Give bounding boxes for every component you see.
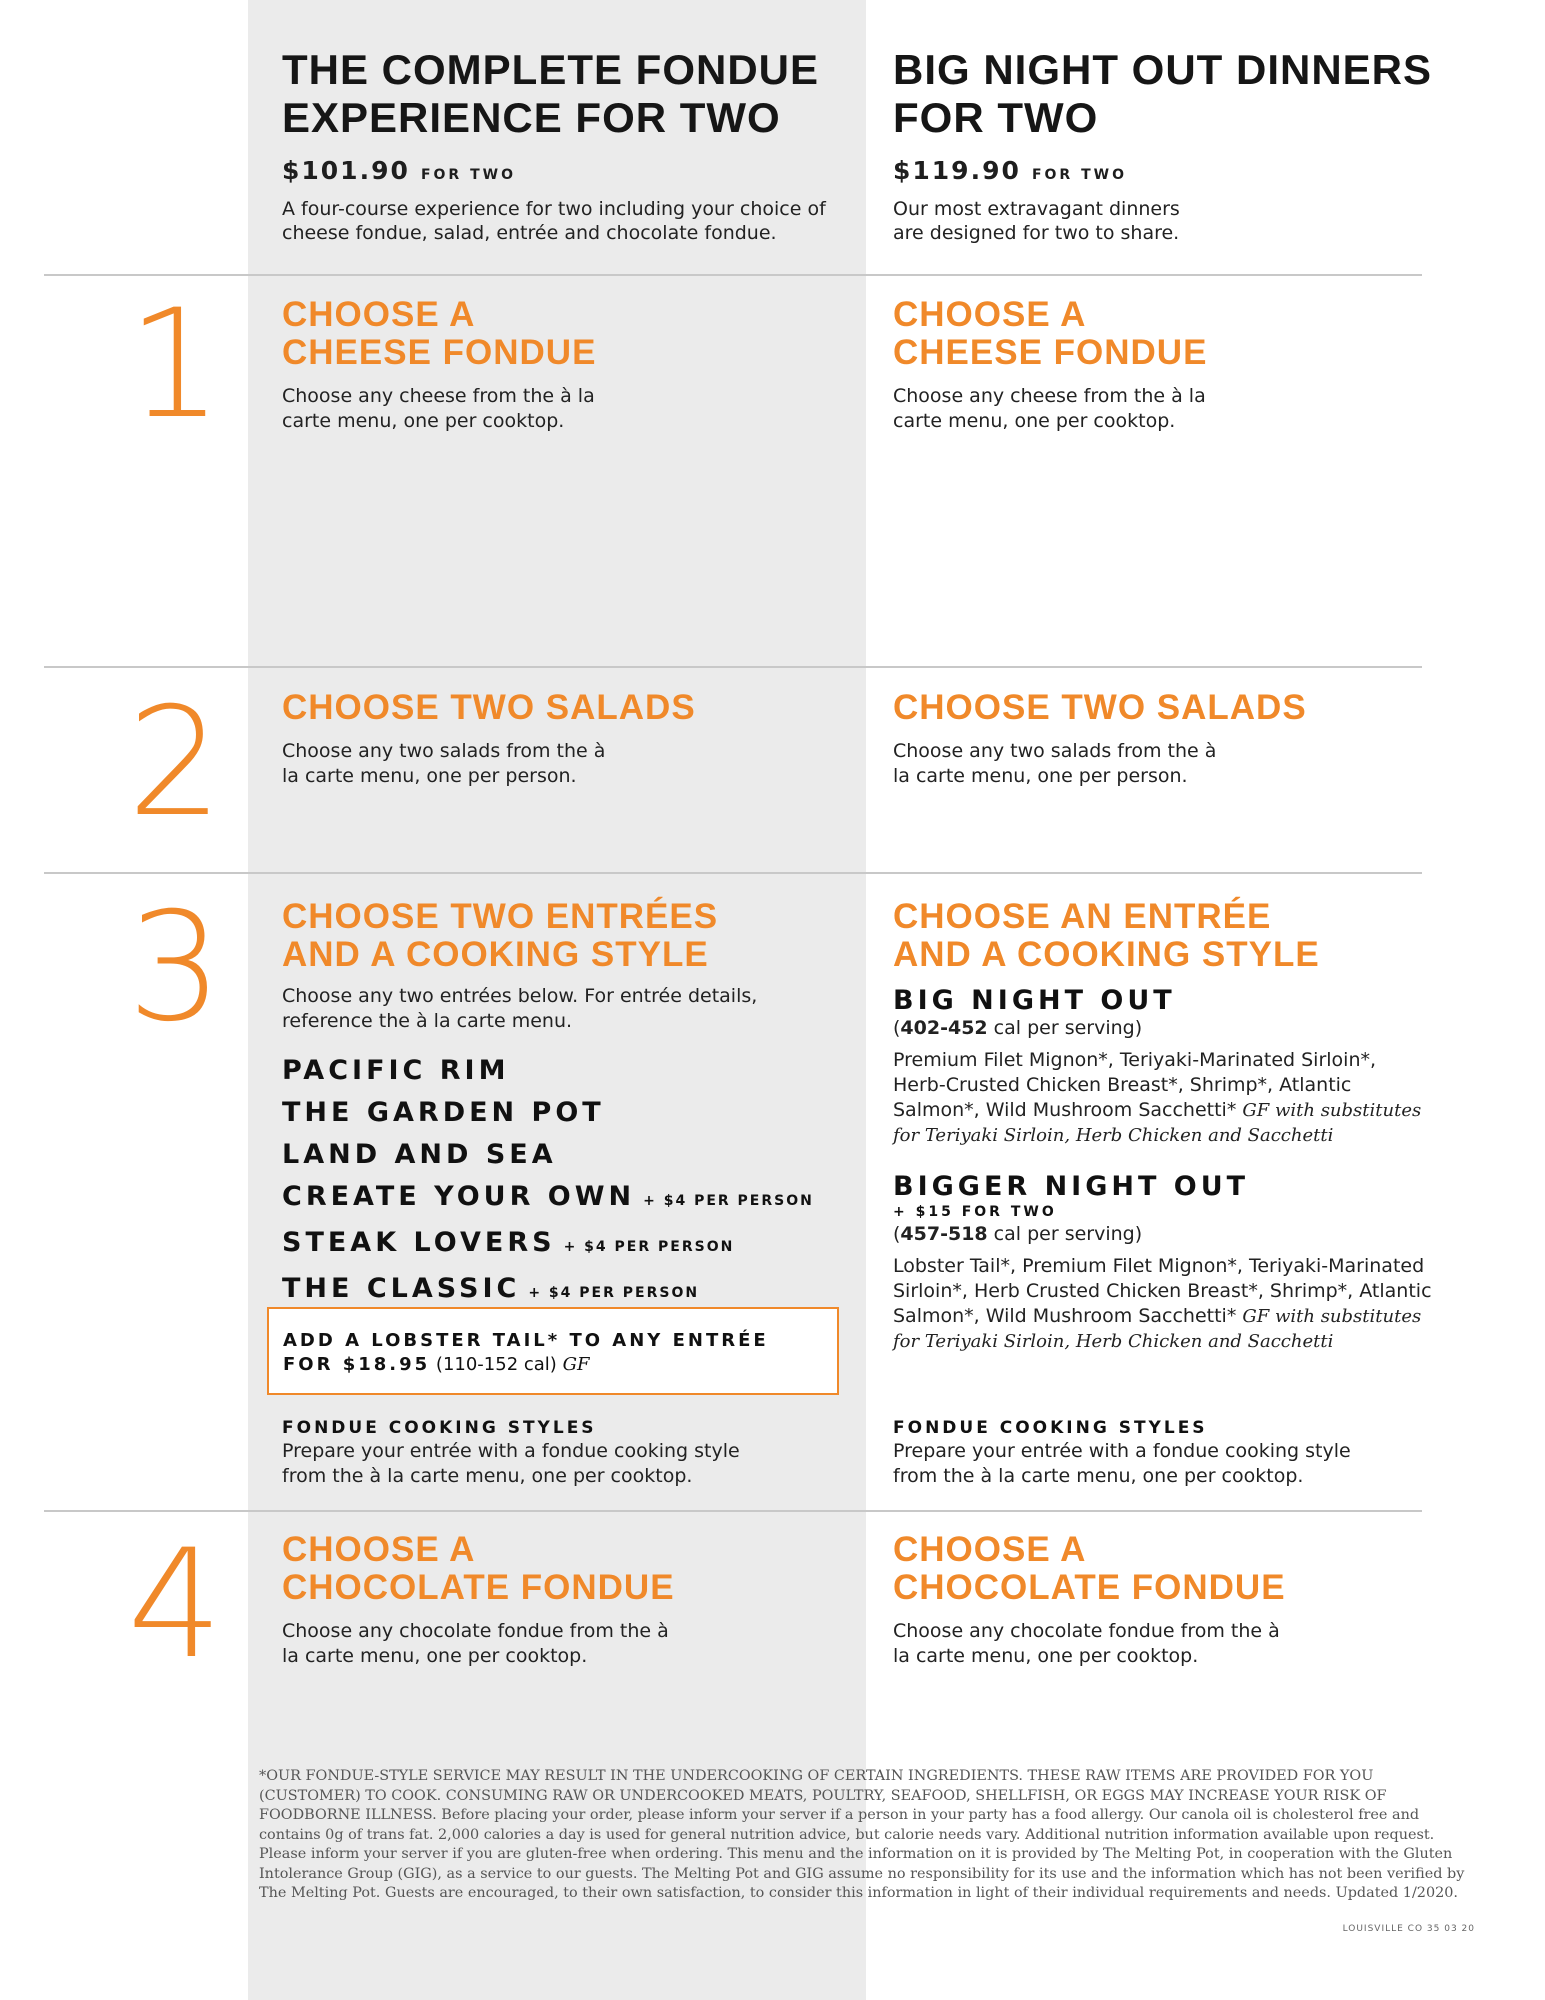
complete-fondue-price: $101.90 xyxy=(282,156,410,185)
step-3-left-desc: Choose any two entrées below. For entrée details, reference the à la carte menu. xyxy=(282,985,758,1032)
big-night-out-gf-note: GF with substitutes for Teriyaki Sirloin, Herb Chicken and Sacchetti xyxy=(893,1100,1422,1146)
entree-name: PACIFIC RIM xyxy=(282,1055,510,1086)
big-night-out-header xyxy=(893,46,1453,245)
step-1-left-heading: CHOOSE A CHEESE FONDUE xyxy=(282,295,597,372)
bigger-night-out-gf-note: GF with substitutes for Teriyaki Sirloin, Herb Chicken and Sacchetti xyxy=(893,1306,1422,1352)
bigger-night-out-title: BIGGER NIGHT OUT xyxy=(893,1171,1250,1202)
big-night-out-option xyxy=(893,986,1433,1148)
step-1-left xyxy=(282,296,882,434)
step-2-right xyxy=(893,689,1493,789)
complete-fondue-header xyxy=(282,46,882,245)
step-4-left-desc: Choose any chocolate fondue from the à la carte menu, one per cooktop. xyxy=(282,1620,669,1667)
big-night-out-cal-text: cal per serving) xyxy=(987,1017,1143,1039)
step-1-left-desc: Choose any cheese from the à la carte menu, one per cooktop. xyxy=(282,385,595,432)
step-number-4: 4 xyxy=(127,1518,223,1692)
entree-name: STEAK LOVERS xyxy=(282,1227,556,1258)
step-1-right-heading: CHOOSE A CHEESE FONDUE xyxy=(893,295,1208,372)
step-2-right-heading: CHOOSE TWO SALADS xyxy=(893,688,1307,727)
step-3-right-heading: CHOOSE AN ENTRÉE AND A COOKING STYLE xyxy=(893,897,1320,974)
big-night-out-option-title: BIG NIGHT OUT xyxy=(893,985,1176,1016)
bigger-night-out-cal-text: cal per serving) xyxy=(987,1223,1143,1245)
bigger-night-out-calories: (457-518 cal per serving) xyxy=(893,1223,1143,1245)
cooking-styles-heading: FONDUE COOKING STYLES xyxy=(282,1418,597,1438)
divider xyxy=(44,666,1422,668)
step-4-right-desc: Choose any chocolate fondue from the à la carte menu, one per cooktop. xyxy=(893,1620,1280,1667)
step-2-left-heading: CHOOSE TWO SALADS xyxy=(282,688,696,727)
step-4-right xyxy=(893,1531,1493,1669)
big-night-out-price-note: FOR TWO xyxy=(1031,167,1127,183)
cooking-styles-heading: FONDUE COOKING STYLES xyxy=(893,1418,1208,1438)
lobster-calories: (110-152 cal) xyxy=(435,1354,557,1375)
step-2-right-desc: Choose any two salads from the à la carte menu, one per person. xyxy=(893,740,1217,787)
menu-code: LOUISVILLE CO 35 03 20 xyxy=(1342,1924,1475,1934)
bigger-night-out-cal-range: 457-518 xyxy=(900,1223,988,1245)
entree-surcharge: + $4 PER PERSON xyxy=(563,1239,735,1255)
entree-item xyxy=(282,1222,882,1268)
step-4-left-heading: CHOOSE A CHOCOLATE FONDUE xyxy=(282,1530,675,1607)
bigger-night-out-addon: + $15 FOR TWO xyxy=(893,1204,1057,1220)
big-night-out-items-text: Premium Filet Mignon*, Teriyaki-Marinated Sirloin*, Herb-Crusted Chicken Breast*, Shrimp*, Atlantic Salmon*, Wild Mushroom Sacchetti* xyxy=(893,1049,1377,1121)
entree-name: LAND AND SEA xyxy=(282,1139,557,1170)
divider xyxy=(44,872,1422,874)
entree-item xyxy=(282,1176,882,1222)
entree-surcharge: + $4 PER PERSON xyxy=(643,1193,814,1209)
entree-name: THE GARDEN POT xyxy=(282,1097,605,1128)
step-3-left xyxy=(282,898,882,1314)
step-4-left xyxy=(282,1531,882,1669)
lobster-add-on-line: ADD A LOBSTER TAIL* TO ANY ENTRÉE xyxy=(283,1330,769,1351)
step-1-right xyxy=(893,296,1493,434)
complete-fondue-intro: A four-course experience for two including your choice of cheese fondue, salad, entrée and chocolate fondue. xyxy=(282,198,826,244)
entree-name: CREATE YOUR OWN xyxy=(282,1181,636,1212)
step-2-left xyxy=(282,689,882,789)
divider xyxy=(44,1510,1422,1512)
lobster-gf: GF xyxy=(562,1354,590,1375)
entree-surcharge: + $4 PER PERSON xyxy=(528,1285,700,1301)
step-number-2: 2 xyxy=(127,676,223,850)
cooking-styles-right xyxy=(893,1417,1493,1489)
lobster-add-on-box xyxy=(267,1307,839,1395)
complete-fondue-title: THE COMPLETE FONDUE EXPERIENCE FOR TWO xyxy=(282,46,820,141)
entree-list xyxy=(282,1050,882,1314)
big-night-out-cal-range: 402-452 xyxy=(900,1017,988,1039)
cooking-styles-left xyxy=(282,1417,882,1489)
big-night-out-intro: Our most extravagant dinners are designed for two to share. xyxy=(893,198,1180,244)
complete-fondue-price-row xyxy=(282,156,882,185)
step-2-left-desc: Choose any two salads from the à la carte menu, one per person. xyxy=(282,740,606,787)
allergy-disclaimer: *OUR FONDUE-STYLE SERVICE MAY RESULT IN THE UNDERCOOKING OF CERTAIN INGREDIENTS. THESE RAW ITEMS ARE PROVIDED FOR YOU (CUSTOMER) TO COOK. CONSUMING RAW OR UNDERCOOKED MEATS, POULTRY, SEAFOOD, SHELLFISH, OR EGGS MAY INCREASE YOUR RISK OF FOODBORNE ILLNESS. Before placing your order, please inform your server if a person in your party has a food allergy. Our canola oil is cholesterol free and contains 0g of trans fat. 2,000 calories a day is used for general nutrition advice, but calorie needs vary. Additional nutrition information available upon request. Please inform your server if you are gluten-free when ordering. This menu and the information on it is provided by The Melting Pot, in cooperation with the Gluten Intolerance Group (GIG), as a service to our guests. The Melting Pot and GIG assume no responsibility for its use and the information which has not been verified by The Melting Pot. Guests are encouraged, to their own satisfaction, to consider this information in light of their individual requirements and needs. Updated 1/2020. xyxy=(259,1768,1465,1901)
big-night-out-price-row xyxy=(893,156,1453,185)
entree-item xyxy=(282,1134,882,1176)
step-number-1: 1 xyxy=(127,278,223,452)
entree-item xyxy=(282,1050,882,1092)
bigger-night-out-items xyxy=(893,1254,1433,1354)
step-4-right-heading: CHOOSE A CHOCOLATE FONDUE xyxy=(893,1530,1286,1607)
step-3-left-heading: CHOOSE TWO ENTRÉES AND A COOKING STYLE xyxy=(282,897,719,974)
lobster-add-on-price-line xyxy=(283,1353,821,1377)
big-night-out-title: BIG NIGHT OUT DINNERS FOR TWO xyxy=(893,46,1433,141)
bigger-night-out-option xyxy=(893,1172,1433,1354)
entree-name: THE CLASSIC xyxy=(282,1273,521,1304)
complete-fondue-price-note: FOR TWO xyxy=(420,167,516,183)
cooking-styles-desc: Prepare your entrée with a fondue cooking style from the à la carte menu, one per cooktop. xyxy=(893,1440,1351,1487)
step-3-right xyxy=(893,898,1433,1354)
lobster-price: FOR $18.95 xyxy=(283,1354,431,1375)
entree-item xyxy=(282,1092,882,1134)
step-number-3: 3 xyxy=(127,881,223,1055)
big-night-out-price: $119.90 xyxy=(893,156,1021,185)
big-night-out-calories: (402-452 cal per serving) xyxy=(893,1017,1143,1039)
bigger-night-out-items-text: Lobster Tail*, Premium Filet Mignon*, Teriyaki-Marinated Sirloin*, Herb Crusted Chicken Breast*, Shrimp*, Atlantic Salmon*, Wild Mushroom Sacchetti* xyxy=(893,1255,1432,1327)
big-night-out-items xyxy=(893,1048,1433,1148)
divider xyxy=(44,274,1422,276)
step-1-right-desc: Choose any cheese from the à la carte menu, one per cooktop. xyxy=(893,385,1206,432)
cooking-styles-desc: Prepare your entrée with a fondue cooking style from the à la carte menu, one per cooktop. xyxy=(282,1440,740,1487)
